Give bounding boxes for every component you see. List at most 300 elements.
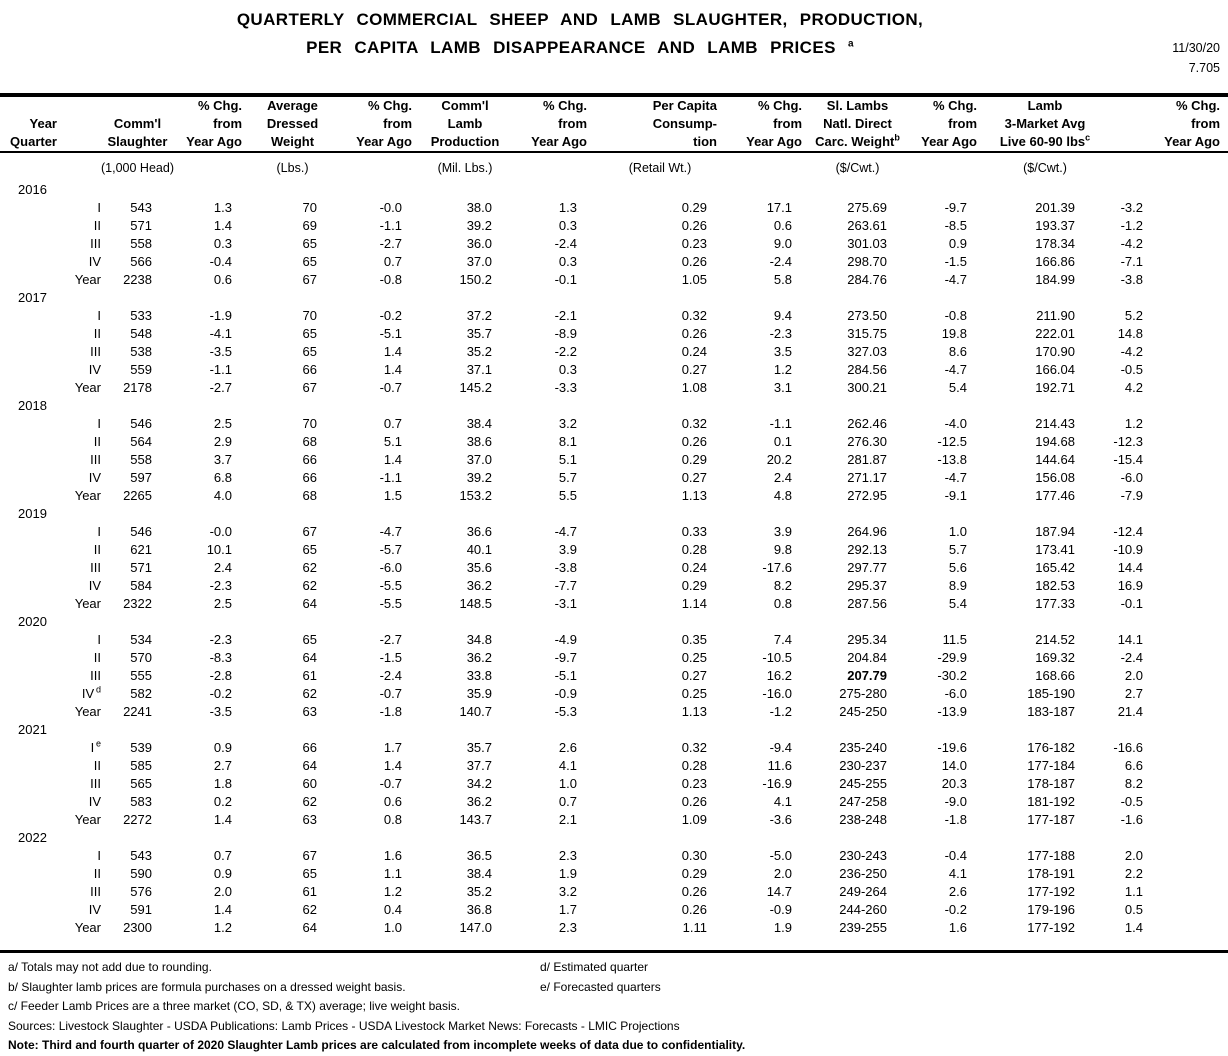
cell: -3.5 <box>209 704 232 719</box>
cell: 2.5 <box>213 596 232 611</box>
cell: 4.1 <box>948 866 967 881</box>
cell: 2178 <box>123 380 152 395</box>
cell: 0.24 <box>681 560 707 575</box>
cell: 65 <box>302 326 317 341</box>
col-header-2: Comm'l <box>113 116 162 131</box>
header-meta <box>1172 38 1220 78</box>
cell: -3.6 <box>769 812 792 827</box>
cell: 1.9 <box>773 920 792 935</box>
cell: 0.8 <box>773 596 792 611</box>
row-label: II <box>93 758 101 773</box>
cell: 147.0 <box>459 920 492 935</box>
row-label: II <box>93 326 101 341</box>
cell: -9.0 <box>944 794 967 809</box>
cell: 6.8 <box>213 470 232 485</box>
cell: -17.6 <box>762 560 792 575</box>
cell: -4.2 <box>1120 236 1143 251</box>
data-row <box>0 559 1228 577</box>
cell: -0.9 <box>769 902 792 917</box>
cell: 0.27 <box>681 470 707 485</box>
unit-label: (Mil. Lbs.) <box>437 161 493 175</box>
footnote-ref: b <box>894 132 900 143</box>
cell: 5.1 <box>558 452 577 467</box>
cell: 5.2 <box>1124 308 1143 323</box>
cell: 7.4 <box>773 632 792 647</box>
cell: 284.56 <box>847 362 887 377</box>
cell: 184.99 <box>1035 272 1075 287</box>
cell: 38.4 <box>466 416 492 431</box>
cell: 60 <box>302 776 317 791</box>
cell: 1.4 <box>383 758 402 773</box>
cell: 66 <box>302 362 317 377</box>
data-row <box>0 685 1228 703</box>
cell: 193.37 <box>1035 218 1075 233</box>
unit-cell-7 <box>510 155 595 181</box>
cell: 1.13 <box>681 704 707 719</box>
cell: 238-248 <box>839 812 887 827</box>
cell: 176-182 <box>1027 740 1075 755</box>
cell: -8.9 <box>554 326 577 341</box>
row-label: II <box>93 650 101 665</box>
data-row <box>0 451 1228 469</box>
cell: 5.8 <box>773 272 792 287</box>
cell: -6.0 <box>379 560 402 575</box>
cell: 0.9 <box>213 866 232 881</box>
cell: 3.2 <box>558 884 577 899</box>
cell: 9.8 <box>773 542 792 557</box>
cell: 538 <box>130 344 152 359</box>
year-label: 2019 <box>18 506 47 521</box>
cell: 145.2 <box>459 380 492 395</box>
cell: 0.35 <box>681 632 707 647</box>
cell: -1.1 <box>209 362 232 377</box>
cell: 35.2 <box>466 344 492 359</box>
cell: 67 <box>302 272 317 287</box>
cell: 178-191 <box>1027 866 1075 881</box>
cell: 64 <box>302 920 317 935</box>
cell: -4.7 <box>944 470 967 485</box>
year-row <box>0 289 1228 307</box>
cell: 585 <box>130 758 152 773</box>
cell: 0.3 <box>558 362 577 377</box>
data-row <box>0 631 1228 649</box>
cell: 2.2 <box>1124 866 1143 881</box>
cell: 36.6 <box>466 524 492 539</box>
cell: -2.4 <box>554 236 577 251</box>
row-label: IV <box>88 578 101 593</box>
cell: -5.3 <box>554 704 577 719</box>
cell: -12.5 <box>937 434 967 449</box>
cell: 1.0 <box>948 524 967 539</box>
cell: 36.2 <box>466 578 492 593</box>
cell: 2238 <box>123 272 152 287</box>
cell: 39.2 <box>466 218 492 233</box>
cell: 0.6 <box>383 794 402 809</box>
data-row <box>0 865 1228 883</box>
col-header-8: tion <box>693 134 717 149</box>
cell: -1.8 <box>379 704 402 719</box>
cell: 62 <box>302 902 317 917</box>
cell: 0.28 <box>681 758 707 773</box>
unit-label: (Retail Wt.) <box>628 161 692 175</box>
col-header-13: Year Ago <box>1164 134 1220 149</box>
cell: 0.28 <box>681 542 707 557</box>
col-header-7: Year Ago <box>531 134 587 149</box>
cell: 0.32 <box>681 308 707 323</box>
cell: 68 <box>302 488 317 503</box>
row-label: IV <box>88 902 101 917</box>
title-footnote-ref: a <box>847 38 854 50</box>
cell: 170.90 <box>1035 344 1075 359</box>
year-row <box>0 829 1228 847</box>
cell: 1.5 <box>383 488 402 503</box>
cell: 3.7 <box>213 452 232 467</box>
cell: 62 <box>302 560 317 575</box>
row-label: II <box>93 434 101 449</box>
cell: 1.09 <box>681 812 707 827</box>
cell: -1.8 <box>944 812 967 827</box>
footnote-sources: Sources: Livestock Slaughter - USDA Publications: Lamb Prices - USDA Livestock Market News: Forecasts - LMIC Projections <box>8 1018 680 1033</box>
cell: -4.7 <box>554 524 577 539</box>
footnote-left-2: b/ Slaughter lamb prices are formula purchases on a dressed weight basis. <box>8 979 406 994</box>
cell: -2.3 <box>209 578 232 593</box>
cell: -0.8 <box>944 308 967 323</box>
year-label: 2018 <box>18 398 47 413</box>
cell: -5.7 <box>379 542 402 557</box>
cell: 11.5 <box>942 632 967 647</box>
cell: 37.2 <box>466 308 492 323</box>
cell: 2.0 <box>773 866 792 881</box>
cell: 143.7 <box>459 812 492 827</box>
cell: -19.6 <box>937 740 967 755</box>
col-header-1 <box>0 95 105 115</box>
col-header-11: % Chg. <box>932 98 977 113</box>
cell: 0.23 <box>681 776 707 791</box>
cell: 8.2 <box>773 578 792 593</box>
cell: 181-192 <box>1027 794 1075 809</box>
cell: 0.26 <box>681 218 707 233</box>
cell: 4.0 <box>213 488 232 503</box>
cell: 0.26 <box>681 254 707 269</box>
cell: 1.08 <box>681 380 707 395</box>
cell: 204.84 <box>847 650 887 665</box>
row-label: II <box>93 866 101 881</box>
cell: 0.3 <box>558 254 577 269</box>
cell: 1.4 <box>213 218 232 233</box>
cell: 621 <box>130 542 152 557</box>
data-table <box>0 93 1228 937</box>
cell: 201.39 <box>1035 200 1075 215</box>
cell: 0.8 <box>383 812 402 827</box>
cell: 548 <box>130 326 152 341</box>
col-header-13: from <box>1191 116 1220 131</box>
cell: -3.8 <box>1120 272 1143 287</box>
row-label: III <box>90 344 101 359</box>
cell: 295.37 <box>847 578 887 593</box>
data-row <box>0 595 1228 613</box>
cell: 211.90 <box>1036 308 1075 323</box>
data-row <box>0 649 1228 667</box>
col-header-6: Lamb <box>447 116 483 131</box>
cell: 262.46 <box>847 416 887 431</box>
col-header-11: Year Ago <box>921 134 977 149</box>
cell: 1.6 <box>383 848 402 863</box>
cell: 65 <box>302 632 317 647</box>
cell: 1.11 <box>682 920 707 935</box>
cell: 66 <box>302 452 317 467</box>
cell: 14.0 <box>941 758 967 773</box>
title-line-1: QUARTERLY COMMERCIAL SHEEP AND LAMB SLAUGHTER, PRODUCTION, <box>236 10 924 29</box>
year-row <box>0 505 1228 523</box>
cell: 153.2 <box>459 488 492 503</box>
cell: 65 <box>302 236 317 251</box>
row-label: Year <box>74 488 101 503</box>
cell: -0.5 <box>1120 794 1143 809</box>
unit-cell-6 <box>420 155 510 181</box>
cell: 300.21 <box>847 380 887 395</box>
col-header-12: 3-Market Avg <box>1004 116 1086 131</box>
cell: 36.8 <box>466 902 492 917</box>
cell: -7.9 <box>1120 488 1143 503</box>
cell: 0.7 <box>558 794 577 809</box>
data-row <box>0 901 1228 919</box>
row-label: I $^e$ <box>90 738 101 755</box>
row-label: IV <box>88 254 101 269</box>
cell: 0.7 <box>383 416 402 431</box>
row-label: Year <box>74 380 101 395</box>
year-row <box>0 721 1228 739</box>
footnote-ref: e <box>94 738 101 749</box>
cell: 571 <box>130 218 152 233</box>
col-header-1: Year <box>29 116 57 131</box>
unit-cell-13 <box>1105 155 1228 181</box>
cell: 2.7 <box>1124 686 1143 701</box>
cell: 38.6 <box>466 434 492 449</box>
table-header <box>0 95 1228 181</box>
cell: -9.4 <box>769 740 792 755</box>
cell: -30.2 <box>937 668 967 683</box>
col-header-10: Sl. Lambs <box>826 98 889 113</box>
cell: -1.2 <box>1120 218 1143 233</box>
cell: 1.4 <box>383 344 402 359</box>
cell: 0.29 <box>681 200 707 215</box>
cell: 178-187 <box>1027 776 1075 791</box>
cell: 177-184 <box>1027 758 1075 773</box>
cell: 2.9 <box>213 434 232 449</box>
cell: 192.71 <box>1035 380 1075 395</box>
cell: -16.9 <box>762 776 792 791</box>
cell: 3.5 <box>773 344 792 359</box>
cell: -0.7 <box>379 686 402 701</box>
cell: 5.4 <box>948 596 967 611</box>
cell: 8.9 <box>948 578 967 593</box>
cell: 70 <box>302 308 317 323</box>
col-header-4: Average <box>267 98 318 113</box>
cell: 0.29 <box>681 866 707 881</box>
row-label: I <box>97 308 101 323</box>
cell: -1.2 <box>769 704 792 719</box>
cell: 591 <box>130 902 152 917</box>
data-row <box>0 487 1228 505</box>
col-header-6: Production <box>430 134 500 149</box>
cell: 533 <box>130 308 152 323</box>
cell: 1.7 <box>558 902 577 917</box>
data-row <box>0 541 1228 559</box>
cell: 2300 <box>123 920 152 935</box>
cell: -4.7 <box>944 272 967 287</box>
cell: 1.6 <box>948 920 967 935</box>
row-label: I <box>97 848 101 863</box>
cell: 1.1 <box>1124 884 1143 899</box>
cell: -2.7 <box>209 380 232 395</box>
data-row <box>0 469 1228 487</box>
cell: -4.0 <box>944 416 967 431</box>
cell: 230-237 <box>839 758 887 773</box>
cell: 65 <box>302 344 317 359</box>
cell: -12.3 <box>1113 434 1143 449</box>
cell: 35.7 <box>466 326 492 341</box>
cell: 558 <box>130 452 152 467</box>
cell: 272.95 <box>847 488 887 503</box>
cell: 63 <box>302 812 317 827</box>
cell: 38.0 <box>466 200 492 215</box>
cell: 14.7 <box>766 884 792 899</box>
cell: 1.4 <box>213 902 232 917</box>
row-label: Year <box>74 596 101 611</box>
col-header-10: Carc. Weight$^b$ <box>815 132 900 149</box>
title-line-2-text: PER CAPITA LAMB DISAPPEARANCE AND LAMB PRICES <box>306 38 836 57</box>
cell: 17.1 <box>766 200 792 215</box>
cell: 287.56 <box>847 596 887 611</box>
cell: -0.2 <box>209 686 232 701</box>
cell: 14.8 <box>1117 326 1143 341</box>
cell: 327.03 <box>847 344 887 359</box>
cell: 0.5 <box>1124 902 1143 917</box>
cell: 4.2 <box>1124 380 1143 395</box>
data-row <box>0 703 1228 721</box>
unit-cell-1 <box>0 155 105 181</box>
col-header-12: Lamb <box>1027 98 1063 113</box>
cell: 576 <box>130 884 152 899</box>
cell: 264.96 <box>847 524 887 539</box>
header-row-2 <box>0 115 1228 133</box>
cell: 177-192 <box>1027 920 1075 935</box>
cell: -1.9 <box>209 308 232 323</box>
cell: 37.7 <box>466 758 492 773</box>
footnotes-right <box>540 958 661 997</box>
cell: 36.5 <box>466 848 492 863</box>
cell: -10.9 <box>1113 542 1143 557</box>
cell: 5.6 <box>948 560 967 575</box>
cell: 173.41 <box>1035 542 1075 557</box>
cell: 38.4 <box>466 866 492 881</box>
row-label: IV <box>88 470 101 485</box>
cell: 5.5 <box>558 488 577 503</box>
cell: 21.4 <box>1117 704 1143 719</box>
data-row <box>0 343 1228 361</box>
cell: -2.1 <box>554 308 577 323</box>
data-row <box>0 811 1228 829</box>
cell: 566 <box>130 254 152 269</box>
cell: -3.3 <box>554 380 577 395</box>
cell: 295.34 <box>847 632 887 647</box>
cell: 214.52 <box>1035 632 1075 647</box>
cell: -0.0 <box>209 524 232 539</box>
col-header-13: % Chg. <box>1175 98 1220 113</box>
cell: 2.5 <box>213 416 232 431</box>
cell: -5.1 <box>554 668 577 683</box>
cell: 0.26 <box>681 794 707 809</box>
cell: -16.6 <box>1113 740 1143 755</box>
cell: 275.69 <box>847 200 887 215</box>
col-header-8: Consump- <box>652 116 717 131</box>
cell: 36.2 <box>466 650 492 665</box>
cell: -4.7 <box>379 524 402 539</box>
cell: -0.0 <box>379 200 402 215</box>
cell: 62 <box>302 578 317 593</box>
cell: 236-250 <box>839 866 887 881</box>
cell: 14.1 <box>1117 632 1143 647</box>
cell: 0.4 <box>383 902 402 917</box>
cell: 230-243 <box>839 848 887 863</box>
cell: 1.2 <box>773 362 792 377</box>
cell: 156.08 <box>1035 470 1075 485</box>
cell: 166.86 <box>1035 254 1075 269</box>
unit-label: (1,000 Head) <box>101 161 174 175</box>
cell: 34.8 <box>466 632 492 647</box>
cell: 275-280 <box>839 686 887 701</box>
cell: -9.1 <box>944 488 967 503</box>
cell: 40.1 <box>466 542 492 557</box>
cell: 2.4 <box>213 560 232 575</box>
unit-label: ($/Cwt.) <box>835 161 880 175</box>
data-row <box>0 523 1228 541</box>
cell: 1.3 <box>213 200 232 215</box>
cell: 70 <box>302 200 317 215</box>
col-header-5: from <box>383 116 412 131</box>
cell: 61 <box>302 884 317 899</box>
cell: -7.1 <box>1120 254 1143 269</box>
cell: 8.2 <box>1124 776 1143 791</box>
cell: 0.26 <box>681 434 707 449</box>
year-label: 2020 <box>18 614 47 629</box>
cell: -6.0 <box>1120 470 1143 485</box>
data-row <box>0 253 1228 271</box>
cell: 1.2 <box>383 884 402 899</box>
cell: -16.0 <box>762 686 792 701</box>
report-date: 11/30/20 <box>1172 41 1220 55</box>
row-label: IV <box>88 362 101 377</box>
cell: 37.1 <box>466 362 492 377</box>
data-row <box>0 757 1228 775</box>
cell: 0.9 <box>948 236 967 251</box>
unit-cell-9 <box>725 155 810 181</box>
cell: -0.9 <box>554 686 577 701</box>
row-label: I <box>97 524 101 539</box>
cell: 315.75 <box>847 326 887 341</box>
row-label: Year <box>74 704 101 719</box>
cell: -1.1 <box>379 218 402 233</box>
cell: 0.27 <box>681 668 707 683</box>
cell: -4.1 <box>209 326 232 341</box>
units-row <box>0 155 1228 181</box>
data-row <box>0 217 1228 235</box>
cell: -7.7 <box>554 578 577 593</box>
cell: 37.0 <box>466 254 492 269</box>
cell: -5.5 <box>379 596 402 611</box>
cell: 140.7 <box>459 704 492 719</box>
data-row <box>0 775 1228 793</box>
